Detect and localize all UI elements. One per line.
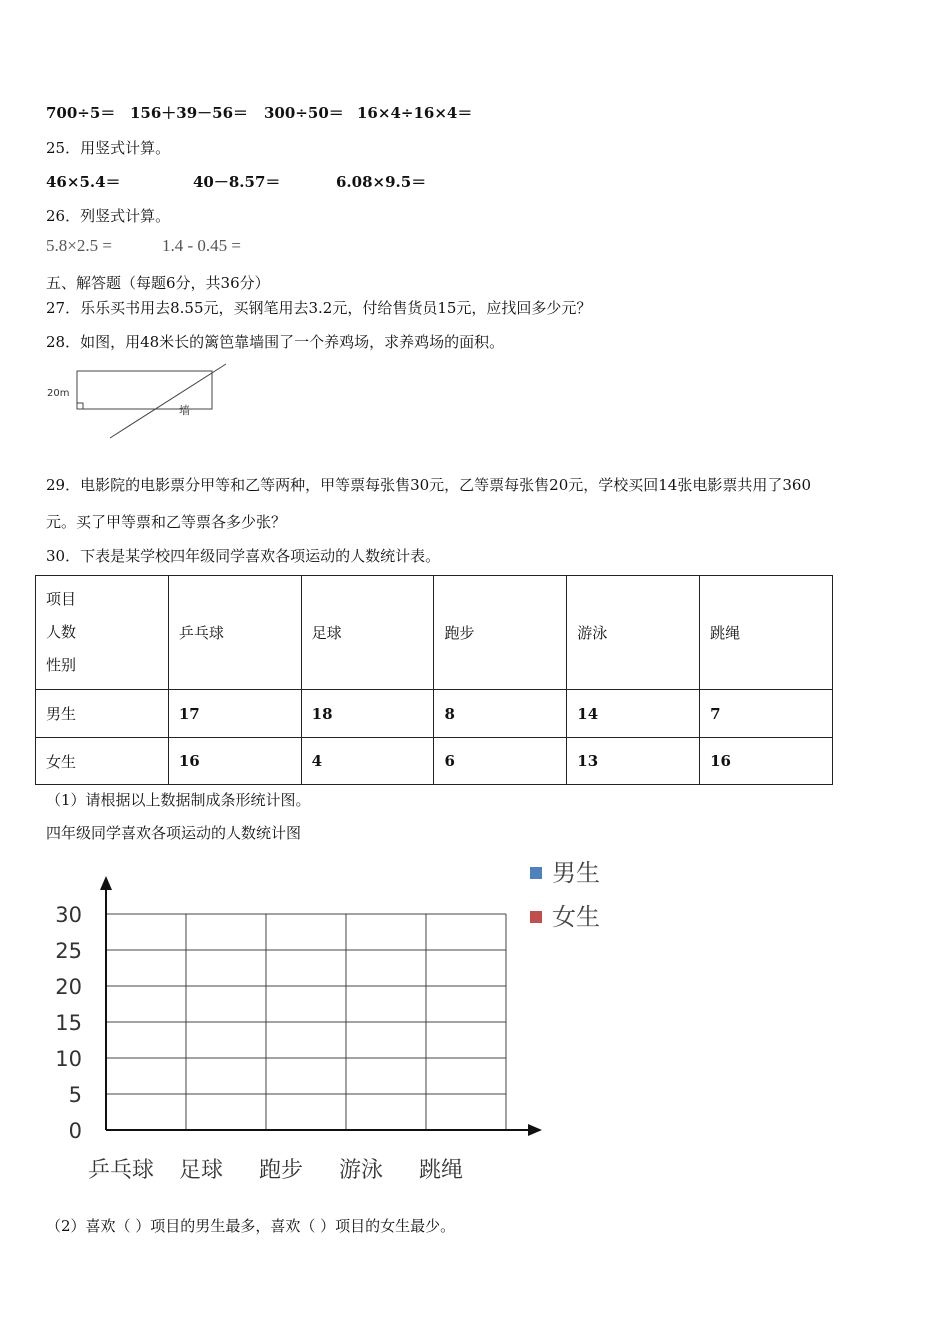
y-tick-label: 20 [55, 975, 82, 999]
table-cell: 18 [301, 690, 434, 738]
q29-text-line1: 29．电影院的电影票分甲等和乙等两种，甲等票每张售30元，乙等票每张售20元，学校买回14张电影票共用了360 [46, 476, 811, 494]
x-category-label: 跳绳 [418, 1158, 464, 1183]
legend-label: 女生 [552, 903, 600, 931]
q25-item: 6.08×9.5＝ [336, 173, 427, 191]
q24-item: 700÷5＝ [46, 104, 116, 122]
table-cell: 16 [700, 738, 833, 785]
y-tick-label: 5 [68, 1083, 82, 1107]
q29-text-line2: 元。买了甲等票和乙等票各多少张？ [46, 513, 287, 531]
column-header: 游泳 [567, 576, 700, 690]
chart-grid [106, 914, 506, 1130]
legend-label: 男生 [552, 859, 600, 887]
x-category-labels [88, 1158, 463, 1183]
y-tick-label: 25 [55, 939, 82, 963]
bar-chart [0, 850, 640, 1195]
stats-table [35, 575, 833, 785]
q30-part2: （2）喜欢（ ）项目的男生最多，喜欢（ ）项目的女生最少。 [46, 1217, 456, 1235]
row-label: 男生 [36, 690, 169, 738]
q24-item: 16×4÷16×4＝ [357, 104, 473, 122]
coop-rectangle [77, 371, 212, 409]
table-cell: 6 [434, 738, 567, 785]
q25-item: 40－8.57＝ [193, 173, 281, 191]
x-category-label: 跑步 [258, 1158, 304, 1183]
q28-text: 28．如图，用48米长的篱笆靠墙围了一个养鸡场，求养鸡场的面积。 [46, 333, 505, 351]
column-header: 跑步 [434, 576, 567, 690]
y-tick-label: 15 [55, 1011, 82, 1035]
table-header-row [36, 576, 833, 690]
q24-row [46, 102, 472, 123]
y-tick-label: 10 [55, 1047, 82, 1071]
q27-text: 27．乐乐买书用去8.55元，买钢笔用去3.2元，付给售货员15元，应找回多少元？ [46, 299, 592, 317]
q26-item: 5.8×2.5 = [46, 236, 112, 255]
q30-part1: （1）请根据以上数据制成条形统计图。 [46, 791, 311, 809]
table-row [36, 738, 833, 785]
chart-axes [100, 876, 542, 1136]
legend-swatch [530, 911, 542, 923]
corner-label: 人数 [46, 623, 77, 641]
q26-items [46, 236, 241, 256]
table-cell: 17 [168, 690, 301, 738]
column-header: 乒乓球 [168, 576, 301, 690]
x-axis-arrow [528, 1124, 542, 1136]
q24-item: 156＋39－56＝ [130, 104, 249, 122]
q25-title: 25．用竖式计算。 [46, 139, 171, 157]
table-cell: 16 [168, 738, 301, 785]
table-row [36, 690, 833, 738]
wall-label: 墙 [179, 404, 190, 417]
table-cell: 8 [434, 690, 567, 738]
y-tick-labels [55, 903, 82, 1143]
row-label: 女生 [36, 738, 169, 785]
table-cell: 13 [567, 738, 700, 785]
q28-figure [40, 360, 240, 442]
table-cell: 7 [700, 690, 833, 738]
q25-items [46, 171, 426, 192]
x-category-label: 足球 [178, 1158, 224, 1183]
y-tick-label: 0 [68, 1119, 82, 1143]
q24-item: 300÷50＝ [264, 104, 344, 122]
q26-item: 1.4 - 0.45 = [162, 236, 241, 255]
y-tick-label: 30 [55, 903, 82, 927]
chart-title: 四年级同学喜欢各项运动的人数统计图 [46, 824, 302, 842]
right-angle-mark [77, 403, 83, 409]
x-category-label: 乒乓球 [87, 1158, 155, 1183]
corner-label: 项目 [46, 590, 77, 608]
side-label: 20m [47, 388, 70, 399]
corner-label: 性别 [46, 656, 77, 674]
corner-cell [36, 576, 169, 690]
q26-title: 26．列竖式计算。 [46, 207, 171, 225]
column-header: 足球 [301, 576, 434, 690]
chart-legend [530, 859, 600, 931]
legend-swatch [530, 867, 542, 879]
section-heading: 五、解答题（每题6分，共36分） [46, 274, 270, 292]
table-cell: 4 [301, 738, 434, 785]
x-category-label: 游泳 [338, 1158, 384, 1183]
y-axis-arrow [100, 876, 112, 890]
wall-line [110, 364, 226, 438]
q25-item: 46×5.4＝ [46, 173, 121, 191]
q30-text: 30．下表是某学校四年级同学喜欢各项运动的人数统计表。 [46, 547, 441, 565]
column-header: 跳绳 [700, 576, 833, 690]
table-cell: 14 [567, 690, 700, 738]
